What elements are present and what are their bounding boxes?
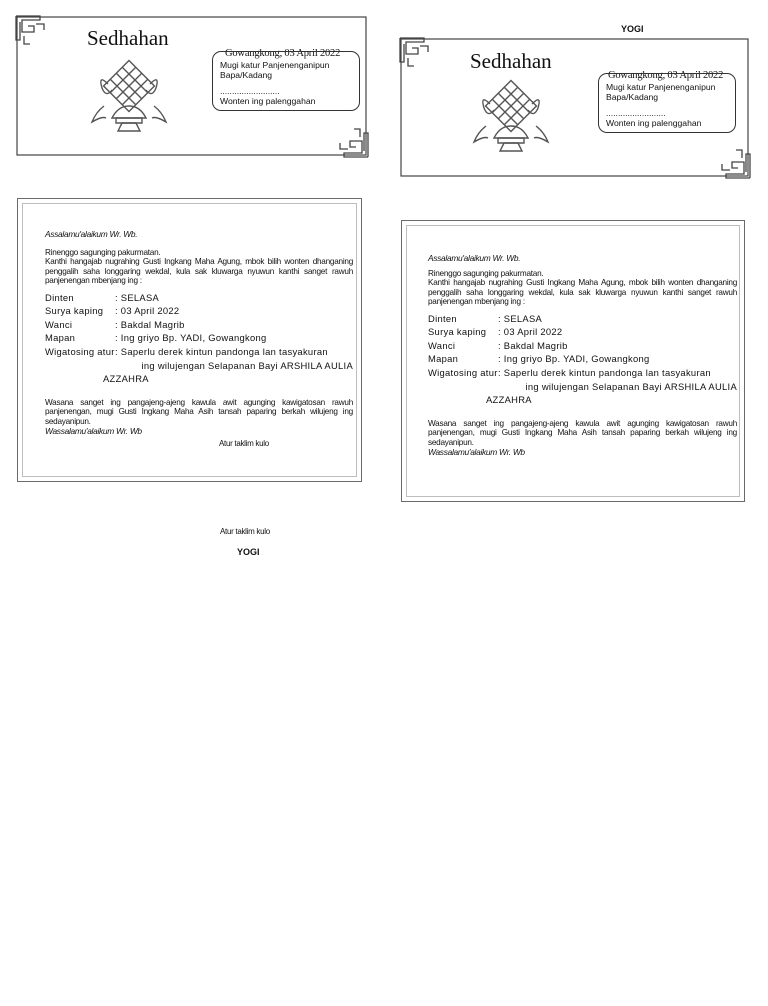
address-line-3: ......................... — [606, 108, 666, 118]
detail-label: Dinten — [45, 291, 74, 303]
detail-label: Wigatosing atur — [428, 367, 498, 378]
opening-paragraph: Kanthi hangajab nugrahing Gusti Ingkang Maha Agung, mbok bilih wonten dhanganing penggalih saha longgaring wekdal, kula sak kluwarga nyuwun kanthi sanget rawuh panjenengan mbenjang ing : — [45, 257, 353, 286]
detail-label: Mapan — [45, 332, 76, 344]
detail-value: : Ing griyo Bp. YADI, Gowangkong — [115, 332, 267, 344]
closing-greeting: Wassalamu'alaikum Wr. Wb — [428, 447, 525, 457]
detail-value: : Saperlu derek kintun pandonga lan tasyakuran — [115, 346, 328, 357]
opening-paragraph: Kanthi hangajab nugrahing Gusti Ingkang Maha Agung, mbok bilih wonten dhanganing penggalih saha longgaring wekdal, kula sak kluwarga nyuwun kanthi sanget rawuh panjenengan mbenjang ing : — [428, 278, 737, 307]
greeting: Assalamu'alaikum Wr. Wb. — [45, 229, 138, 239]
envelope-date: Gowangkong, 03 April 2022 — [608, 70, 724, 81]
endless-knot-emblem — [468, 78, 554, 162]
opening-line-1: Rinenggo sagunging pakurmatan. — [45, 248, 161, 257]
detail-value: : Bakdal Magrib — [498, 339, 568, 351]
detail-row-dinten — [428, 312, 737, 326]
address-box — [212, 51, 360, 111]
address-line-4: Wonten ing palenggahan — [606, 118, 702, 128]
detail-value: : Ing griyo Bp. YADI, Gowangkong — [498, 353, 650, 365]
envelope-title: Sedhahan — [470, 49, 552, 73]
footer-name: YOGI — [237, 547, 260, 557]
envelope-right — [398, 36, 752, 180]
address-line-3: ......................... — [220, 86, 280, 96]
detail-label: Wanci — [428, 339, 456, 351]
invitation-card-left — [17, 198, 362, 482]
detail-value: : 03 April 2022 — [498, 326, 563, 338]
purpose-continuation-2: AZZAHRA — [486, 394, 532, 406]
envelope-title: Sedhahan — [87, 26, 169, 50]
detail-row-wanci — [428, 339, 737, 353]
address-box — [598, 73, 736, 133]
purpose-continuation: ing wilujengan Selapanan Bayi ARSHILA AULIA — [525, 380, 737, 392]
detail-label: Mapan — [428, 353, 459, 365]
card-content — [428, 253, 737, 457]
opening-line-1: Rinenggo sagunging pakurmatan. — [428, 269, 544, 278]
envelope-date: Gowangkong, 03 April 2022 — [225, 48, 341, 59]
detail-row-wigatos — [45, 345, 353, 359]
detail-label: Wigatosing atur — [45, 346, 115, 357]
address-line-2: Bapa/Kadang — [220, 70, 273, 80]
address-line-1: Mugi katur Panjenenganipun — [606, 82, 716, 92]
detail-value: : Bakdal Magrib — [115, 318, 185, 330]
detail-row-mapan — [428, 352, 737, 366]
envelope-left — [14, 14, 370, 159]
detail-label: Surya kaping — [428, 326, 487, 338]
invitation-card-right — [401, 220, 745, 502]
detail-value: : Saperlu derek kintun pandonga lan tasyakuran — [498, 367, 711, 378]
detail-row-wigatos — [428, 366, 737, 380]
detail-row-mapan — [45, 331, 353, 345]
detail-value: : SELASA — [115, 291, 160, 303]
purpose-continuation: ing wilujengan Selapanan Bayi ARSHILA AULIA — [141, 359, 353, 371]
address-line-1: Mugi katur Panjenenganipun — [220, 60, 330, 70]
closing-paragraph: Wasana sanget ing pangajeng-ajeng kawula awit agunging kawigatosan rawuh panjenengan, mugi Gusti Ingkang Maha Asih tansah paparing berkah wilujeng ing sedayanipun. — [45, 397, 353, 426]
detail-row-surya — [45, 304, 353, 318]
event-details — [45, 291, 353, 386]
detail-label: Dinten — [428, 312, 457, 324]
event-details — [428, 312, 737, 407]
purpose-continuation-2: AZZAHRA — [103, 373, 149, 385]
card-content — [45, 229, 353, 448]
detail-value: : SELASA — [498, 312, 543, 324]
closing-greeting: Wassalamu'alaikum Wr. Wb — [45, 426, 142, 436]
detail-label: Wanci — [45, 318, 73, 330]
detail-row-surya — [428, 325, 737, 339]
top-name: YOGI — [621, 24, 644, 34]
detail-row-dinten — [45, 291, 353, 305]
footer-sign-label: Atur taklim kulo — [220, 527, 270, 536]
closing-paragraph: Wasana sanget ing pangajeng-ajeng kawula awit agunging kawigatosan rawuh panjenengan, mugi Gusti Ingkang Maha Asih tansah paparing berkah wilujeng ing sedayanipun. — [428, 418, 737, 447]
detail-label: Surya kaping — [45, 305, 104, 317]
detail-value: : 03 April 2022 — [115, 305, 180, 317]
endless-knot-emblem — [86, 58, 172, 142]
greeting: Assalamu'alaikum Wr. Wb. — [428, 253, 521, 263]
address-line-2: Bapa/Kadang — [606, 92, 659, 102]
sign-label: Atur taklim kulo — [219, 439, 269, 448]
address-line-4: Wonten ing palenggahan — [220, 96, 316, 106]
detail-row-wanci — [45, 318, 353, 332]
